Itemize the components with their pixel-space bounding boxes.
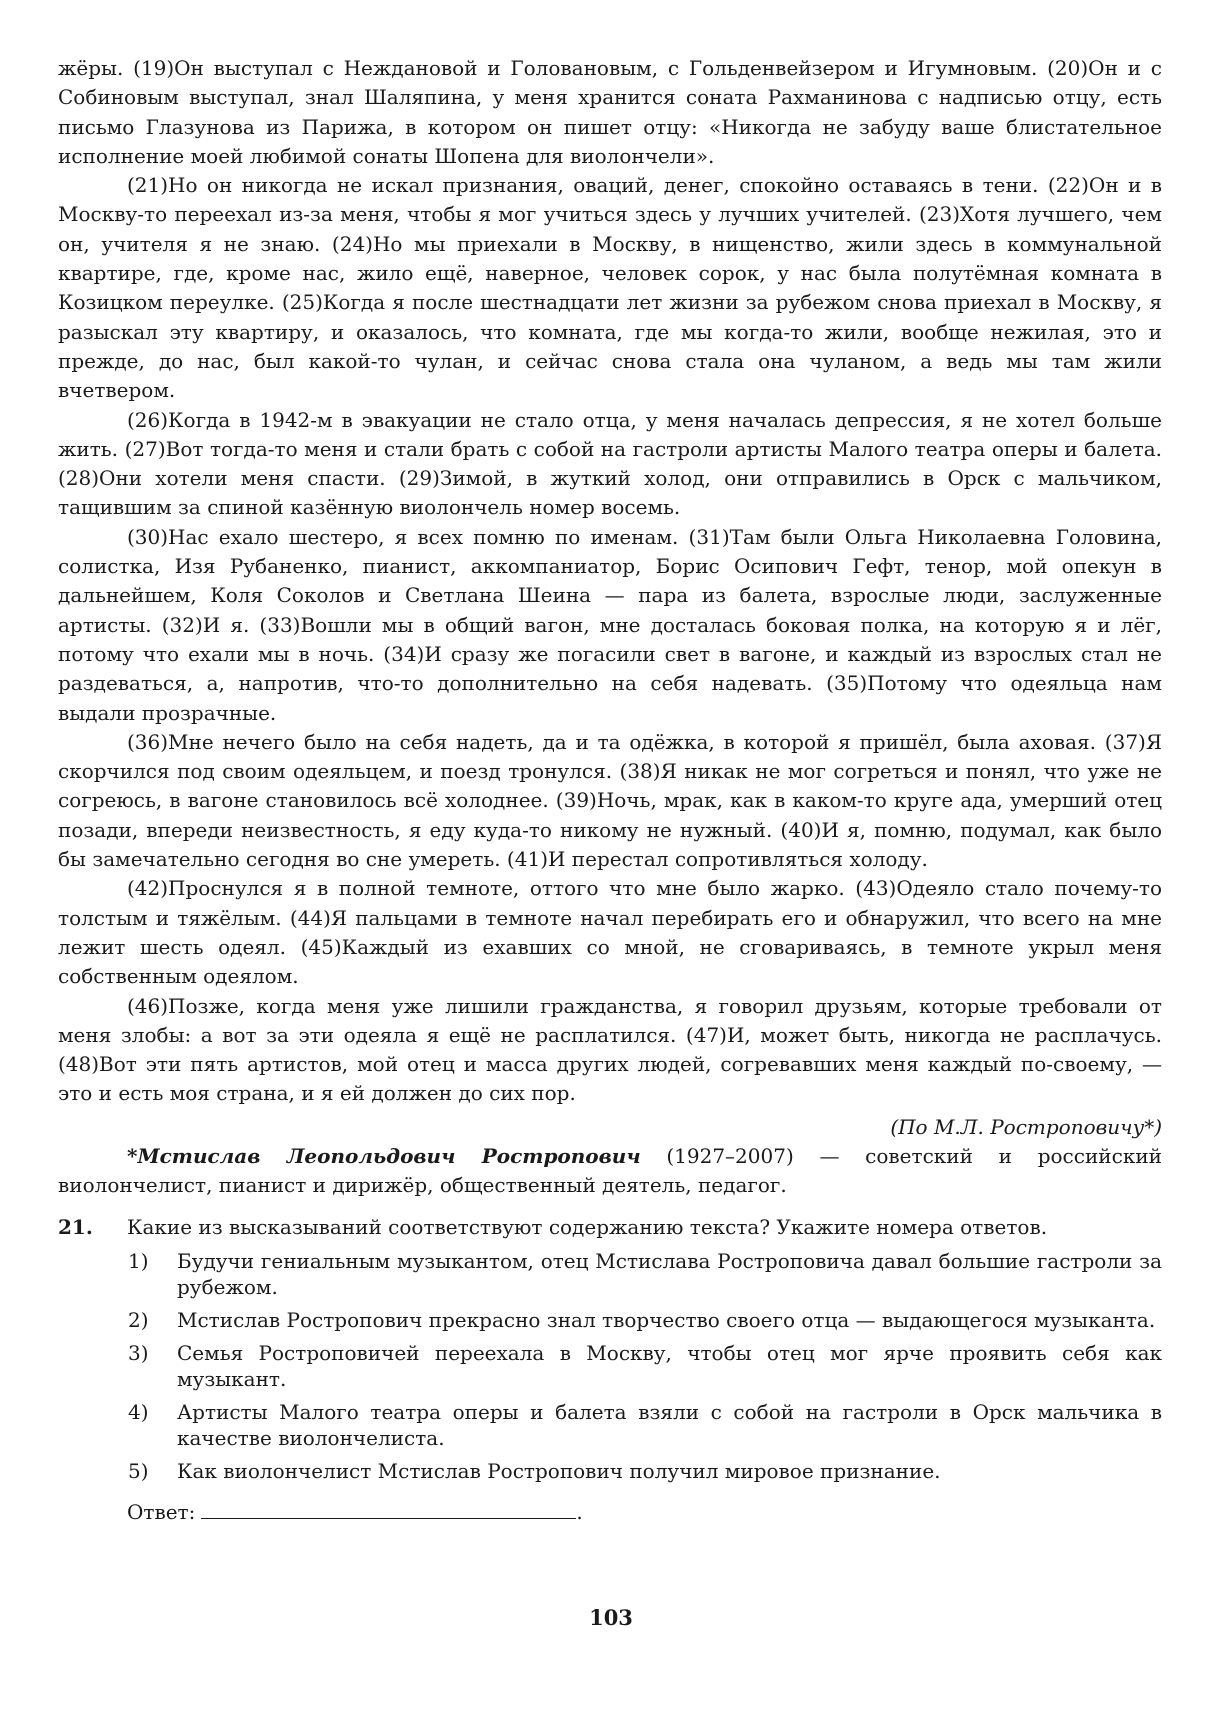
answer-option xyxy=(58,1248,1162,1300)
option-number: 1) xyxy=(128,1248,149,1273)
answer-option xyxy=(58,1340,1162,1392)
option-text: Будучи гениальным музыкантом, отец Мстислава Ростроповича давал большие гастроли за рубежом. xyxy=(177,1248,1162,1299)
footnote-name: *Мстислав Леопольдович Ростропович xyxy=(127,1143,641,1168)
footnote-text: (1927–2007) — советский и российский виолончелист, пианист и дирижёр, общественный деятель, педагог. xyxy=(58,1143,1162,1198)
option-number: 5) xyxy=(128,1458,149,1483)
option-text: Семья Ростроповичей переехала в Москву, чтобы отец мог ярче проявить себя как музыкант. xyxy=(177,1340,1162,1391)
text-paragraph: (46)Позже, когда меня уже лишили гражданства, я говорил друзьям, которые требовали от меня злобы: а вот за эти одеяла я ещё не расплатился. (47)И, может быть, никогда не расплачусь. (48)Вот эти пять артистов, мой отец и масса других людей, согревавших меня каждый по-своему, — это и есть моя страна, и я ей должен до сих пор. xyxy=(58,993,1162,1106)
option-number: 2) xyxy=(128,1307,149,1332)
option-text: Артисты Малого театра оперы и балета взяли с собой на гастроли в Орск мальчика в качестве виолончелиста. xyxy=(177,1399,1162,1450)
source-attribution: (По М.Л. Ростроповичу*) xyxy=(890,1114,1162,1139)
answer-blank-line[interactable] xyxy=(201,1498,576,1519)
answer-field xyxy=(127,1498,1162,1527)
text-paragraph: (42)Проснулся я в полной темноте, оттого что мне было жарко. (43)Одеяло стало почему-то толстым и тяжёлым. (44)Я пальцами в темноте начал перебирать его и обнаружил, что всего на мне лежит шесть одеял. (45)Каждый из ехавших со мной, не сговариваясь, в темноте укрыл меня собственным одеялом. xyxy=(58,876,1162,989)
footnote xyxy=(58,1142,1162,1201)
text-paragraph: (30)Нас ехало шестеро, я всех помню по именам. (31)Там были Ольга Николаевна Головина, солистка, Изя Рубаненко, пианист, аккомпаниатор, Борис Осипович Гефт, тенор, мой опекун в дальнейшем, Коля Соколов и Светлана Шеина — пара из балета, взрослые люди, заслуженные артисты. (32)И я. (33)Вошли мы в общий вагон, мне досталась боковая полка, на которую я и лёг, потому что ехали мы в ночь. (34)И сразу же погасили свет в вагоне, и каждый из взрослых стал не раздеваться, а, напротив, что-то дополнительно на себя надевать. (35)Потому что одеяльца нам выдали прозрачные. xyxy=(58,524,1162,725)
answer-option xyxy=(58,1399,1162,1451)
answer-options xyxy=(58,1248,1162,1484)
text-paragraph: жёры. (19)Он выступал с Неждановой и Головановым, с Гольденвейзером и Игумновым. (20)Он и с Собиновым выступал, знал Шаляпина, у меня хранится соната Рахманинова с надписью отцу, есть письмо Глазунова из Парижа, в котором он пишет отцу: «Никогда не забуду ваше блистательное исполнение моей любимой сонаты Шопена для виолончели». xyxy=(58,56,1162,168)
page-number: 103 xyxy=(589,1605,633,1630)
page-content xyxy=(58,54,1162,1527)
task-number: 21. xyxy=(58,1214,93,1239)
answer-option xyxy=(58,1458,1162,1484)
text-paragraph: (36)Мне нечего было на себя надеть, да и та одёжка, в которой я пришёл, была аховая. (37)Я скорчился под своим одеяльцем, и поезд тронулся. (38)Я никак не мог согреться и понял, что уже не согреюсь, в вагоне становилось всё холоднее. (39)Ночь, мрак, как в каком-то круге ада, умерший отец позади, впереди неизвестность, я еду куда-то никому не нужный. (40)И я, помню, подумал, как было бы замечательно сегодня во сне умереть. (41)И перестал сопротивляться холоду. xyxy=(58,729,1162,872)
text-paragraph: (21)Но он никогда не искал признания, оваций, денег, спокойно оставаясь в тени. (22)Он и в Москву-то переехал из-за меня, чтобы я мог учиться здесь у лучших учителей. (23)Хотя лучшего, чем он, учителя я не знаю. (24)Но мы приехали в Москву, в нищенство, жили здесь в коммунальной квартире, где, кроме нас, жило ещё, наверное, человек сорок, у нас была полутёмная комната в Козицком переулке. (25)Когда я после шестнадцати лет жизни за рубежом снова приехал в Москву, я разыскал эту квартиру, и оказалось, что комната, где мы когда-то жили, вообще нежилая, это и прежде, до нас, был какой-то чулан, и сейчас снова стала она чуланом, а ведь мы там жили вчетвером. xyxy=(58,173,1162,403)
answer-end: . xyxy=(576,1499,583,1524)
text-paragraph: (26)Когда в 1942-м в эвакуации не стало отца, у меня началась депрессия, я не хотел больше жить. (27)Вот тогда-то меня и стали брать с собой на гастроли артисты Малого театра оперы и балета. (28)Они хотели меня спасти. (29)Зимой, в жуткий холод, они отправились в Орск с мальчиком, тащившим за спиной казённую виолончель номер восемь. xyxy=(58,407,1162,520)
option-text: Как виолончелист Мстислав Ростропович получил мировое признание. xyxy=(177,1458,941,1483)
task-21 xyxy=(58,1213,1162,1527)
option-text: Мстислав Ростропович прекрасно знал творчество своего отца — выдающегося музыканта. xyxy=(177,1307,1156,1332)
task-question: Какие из высказываний соответствуют содержанию текста? Укажите номера ответов. xyxy=(127,1214,1048,1239)
answer-label: Ответ: xyxy=(127,1499,196,1524)
answer-option xyxy=(58,1307,1162,1333)
option-number: 3) xyxy=(128,1340,149,1365)
option-number: 4) xyxy=(128,1399,149,1424)
